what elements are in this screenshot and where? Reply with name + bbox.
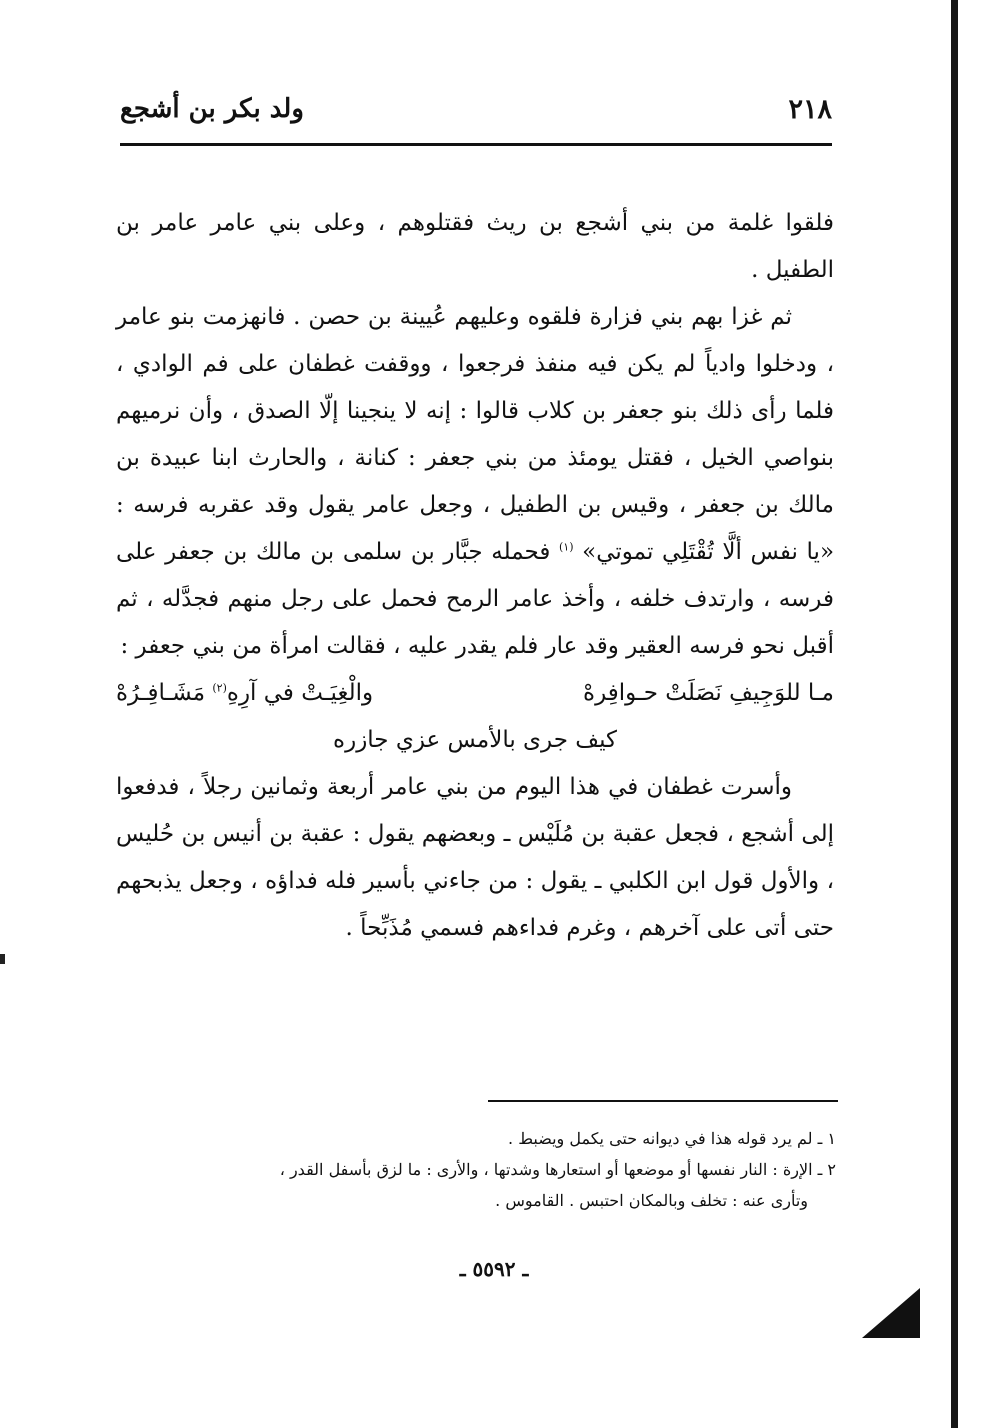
paragraph-2-after-note: فحمله جبَّار بن سلمى بن مالك بن جعفر على فرسه ، وارتدف خلفه ، وأخذ عامر الرمح فحمل على رجل منهم فجدَّله ، ثم أقبل نحو فرسه العقير وقد عار فلم يقدر عليه ، فقالت امرأة من بني جعفر :: [116, 539, 834, 659]
paragraph-2: [116, 294, 834, 670]
verse-second-hemistich: [116, 670, 373, 717]
header-rule: [120, 143, 832, 146]
main-text: [116, 200, 834, 952]
running-header: [120, 84, 832, 136]
header-page-number: ٢١٨: [788, 94, 832, 125]
verse-first-hemistich: مـا للوَجِيفِ نَصَلَتْ حـوافِرهْ: [583, 680, 834, 706]
verse-second-before-note: والْغِيَـتْ في آرِهِ: [226, 680, 374, 706]
page-edge-shadow: [951, 0, 958, 1428]
verse-line: [116, 670, 834, 717]
verse-closing-line: كيف جرى بالأمس عزي جازره: [333, 727, 617, 753]
verse-second-after-note: مَشَـافِـرُهْ: [116, 680, 206, 706]
header-title: ولد بكر بن أشجع: [120, 94, 304, 124]
footnote-2: ٢ ـ الإرة : النار نفسها أو موضعها أو استعارها وشدتها ، والأرى : ما لزق بأسفل القدر ،: [279, 1160, 836, 1179]
footnote-2-continuation: وتأرى عنه : تخلف وبالمكان احتبس . القاموس .: [495, 1191, 808, 1210]
paragraph-3: وأسرت غطفان في هذا اليوم من بني عامر أربعة وثمانين رجلاً ، فدفعوا إلى أشجع ، فجعل عقبة بن مُلَيْس ـ وبعضهم يقول : عقبة بن أنيس بن حُليس ، والأول قول ابن الكلبي ـ يقول : من جاءني بأسير فله فداؤه ، وجعل يذبحهم حتى أتى على آخرهم ، وغرم فداءهم فسمي مُذَبِّحاً .: [116, 774, 834, 941]
footnote-1: ١ ـ لم يرد قوله هذا في ديوانه حتى يكمل ويضبط .: [508, 1129, 836, 1148]
corner-triangle-icon: [862, 1288, 920, 1338]
footnotes: [130, 1123, 836, 1216]
page-footer-number: ـ ٥٥٩٢ ـ: [459, 1257, 529, 1281]
footnote-separator: [488, 1100, 838, 1102]
footnote-marker-1: (١): [559, 540, 574, 554]
footnote-marker-2: (٢): [212, 681, 227, 695]
paragraph-2-before-note: ثم غزا بهم بني فزارة فلقوه وعليهم عُيينة بن حصن . فانهزمت بنو عامر ، ودخلوا وادياً لم يكن فيه منفذ فرجعوا ، ووقفت غطفان على فم الوادي ، فلما رأى ذلك بنو جعفر بن كلاب قالوا : إنه لا ينجينا إلّا الصدق ، وأن نرميهم بنواصي الخيل ، فقتل يومئذ من بني جعفر : كنانة ، والحارث ابنا عبيدة بن مالك بن جعفر ، وقيس بن الطفيل ، وجعل عامر يقول وقد عقربه فرسه : «يا نفس ألَّا تُقْتَلِي تموتي»: [116, 304, 835, 565]
scan-edge-mark: [0, 954, 5, 964]
paragraph-1: فلقوا غلمة من بني أشجع بن ريث فقتلوهم ، وعلى بني عامر عامر بن الطفيل .: [116, 210, 834, 283]
